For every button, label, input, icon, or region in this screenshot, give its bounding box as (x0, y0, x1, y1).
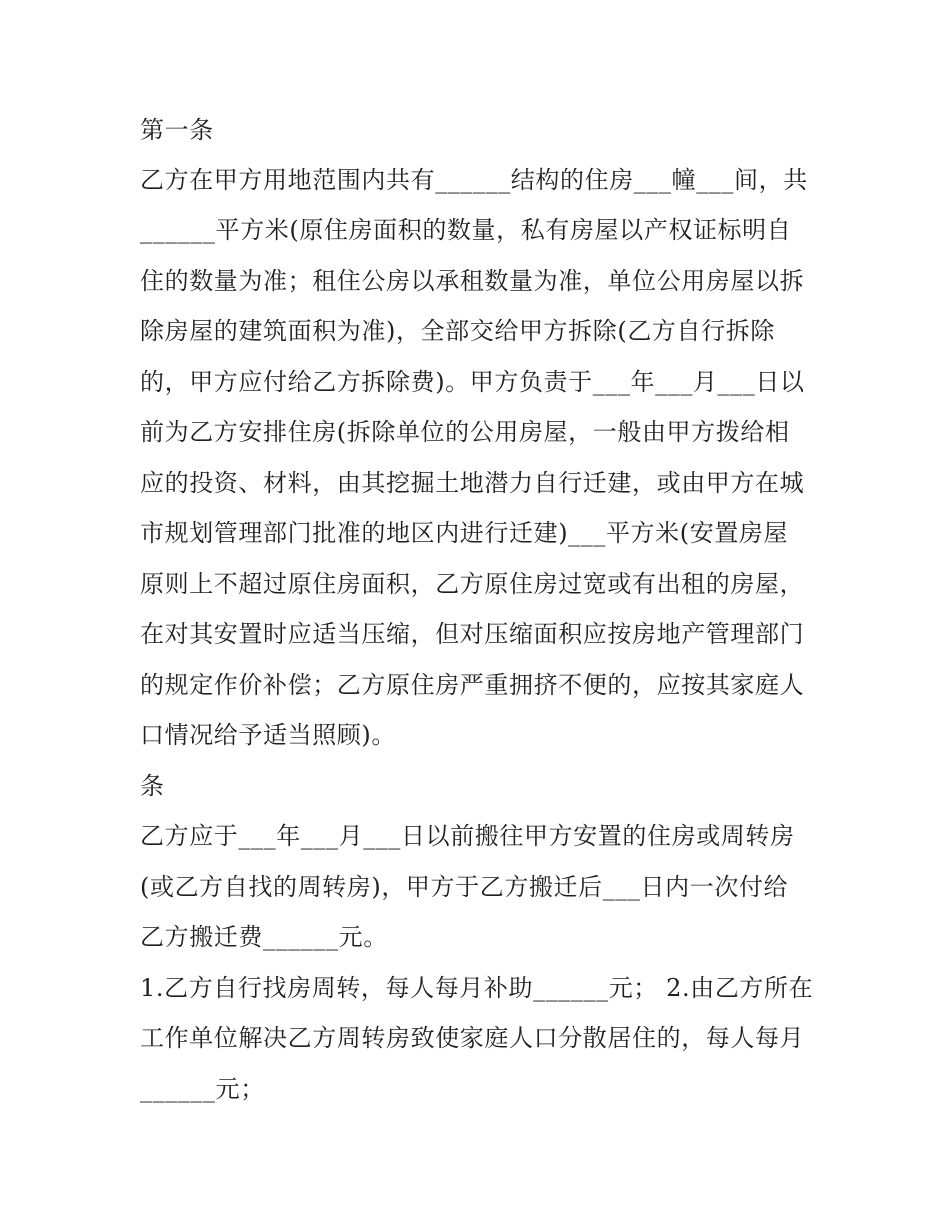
paragraph-line: 的，甲方应付给乙方拆除费)。甲方负责于___年___月___日以 (140, 368, 805, 396)
paragraph-line: 除房屋的建筑面积为准)，全部交给甲方拆除(乙方自行拆除 (140, 317, 775, 345)
paragraph-line: 乙方应于___年___月___日以前搬往甲方安置的住房或周转房 (140, 822, 795, 850)
paragraph-line: 乙方搬迁费______元。 (140, 923, 388, 951)
paragraph-line: 市规划管理部门批准的地区内进行迁建)___平方米(安置房屋 (140, 519, 789, 547)
paragraph-line: 住的数量为准；租住公房以承租数量为准，单位公用房屋以拆 (140, 267, 805, 295)
paragraph-line: (或乙方自找的周转房)，甲方于乙方搬迁后___日内一次付给 (140, 873, 789, 901)
paragraph-line: 的规定作价补偿；乙方原住房严重拥挤不便的，应按其家庭人 (140, 671, 805, 699)
paragraph-line: 在对其安置时应适当压缩，但对压缩面积应按房地产管理部门 (140, 620, 805, 648)
paragraph-line: ______平方米(原住房面积的数量，私有房屋以产权证标明自 (140, 216, 792, 244)
paragraph-line: 乙方在甲方用地范围内共有______结构的住房___幢___间，共 (140, 166, 808, 194)
article-heading-1: 第一条 (140, 116, 214, 144)
list-item-line: 1.乙方自行找房周转，每人每月补助______元； 2.由乙方所在 (140, 974, 814, 1002)
paragraph-line: 前为乙方安排住房(拆除单位的公用房屋，一般由甲方拨给相 (140, 418, 790, 446)
paragraph-line: 口情况给予适当照顾)。 (140, 721, 396, 749)
list-item-line: 工作单位解决乙方周转房致使家庭人口分散居住的，每人每月 (140, 1024, 805, 1052)
paragraph-line: 应的投资、材料，由其挖掘土地潜力自行迁建，或由甲方在城 (140, 469, 805, 497)
paragraph-line: 原则上不超过原住房面积，乙方原住房过宽或有出租的房屋， (140, 570, 805, 598)
article-heading-2: 条 (140, 772, 165, 800)
list-item-line: ______元； (140, 1075, 265, 1103)
